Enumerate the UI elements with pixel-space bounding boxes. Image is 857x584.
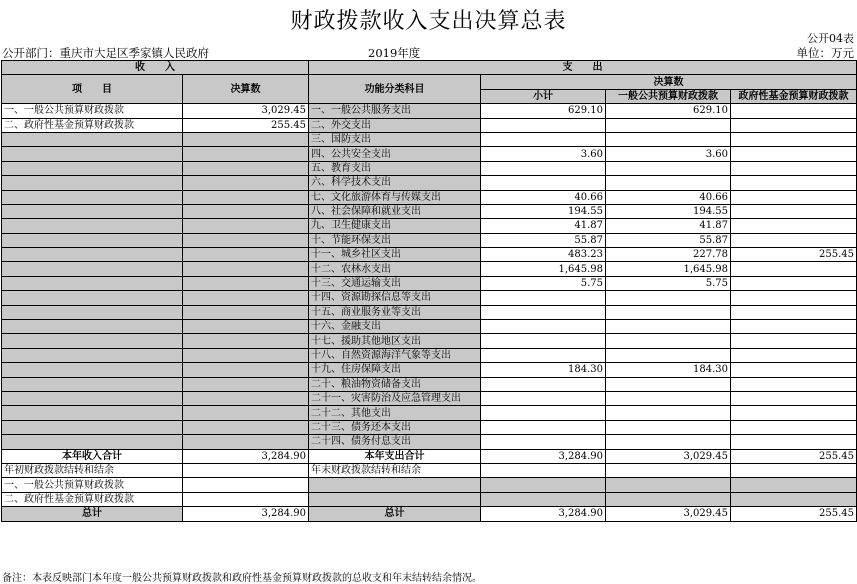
gov-fund-value	[731, 305, 857, 319]
blank-cell	[606, 492, 731, 506]
income-value	[183, 334, 309, 348]
gov-fund-header: 政府性基金预算财政拨款	[731, 89, 857, 103]
gov-fund-value	[731, 334, 857, 348]
subtotal-value	[481, 161, 606, 175]
expense-item: 十二、农林水支出	[309, 262, 481, 276]
general-budget-value	[606, 118, 731, 132]
subtotal-value: 41.87	[481, 219, 606, 233]
subtotal-value	[481, 435, 606, 449]
expense-item: 六、科学技术支出	[309, 176, 481, 190]
income-item	[2, 219, 183, 233]
income-value	[183, 132, 309, 146]
carry-general-row	[2, 478, 857, 492]
carry-begin-label: 年初财政拨款结转和结余	[2, 463, 183, 477]
general-budget-value	[606, 132, 731, 146]
table-row	[2, 190, 857, 204]
income-value	[183, 320, 309, 334]
income-value	[183, 406, 309, 420]
expense-item: 十五、商业服务业等支出	[309, 305, 481, 319]
income-item	[2, 291, 183, 305]
general-budget-value	[606, 377, 731, 391]
income-item	[2, 176, 183, 190]
general-budget-value: 227.78	[606, 248, 731, 262]
grand-total-row	[2, 507, 857, 521]
subtotal-value	[481, 420, 606, 434]
year-expense-gov-fund: 255.45	[731, 449, 857, 463]
income-item	[2, 233, 183, 247]
income-item	[2, 132, 183, 146]
general-budget-header: 一般公共预算财政拨款	[606, 89, 731, 103]
year-expense-total-label: 本年支出合计	[309, 449, 481, 463]
gov-fund-value	[731, 190, 857, 204]
expense-item: 二、外交支出	[309, 118, 481, 132]
expense-item: 十八、自然资源海洋气象等支出	[309, 348, 481, 362]
income-item	[2, 420, 183, 434]
subtotal-value	[481, 406, 606, 420]
table-row	[2, 435, 857, 449]
general-budget-value: 3.60	[606, 147, 731, 161]
expense-item: 一、一般公共服务支出	[309, 104, 481, 118]
subtotal-value	[481, 348, 606, 362]
income-header: 收 入	[2, 61, 309, 75]
table-row	[2, 233, 857, 247]
gov-fund-value	[731, 276, 857, 290]
carry-gov-fund-row	[2, 492, 857, 506]
expense-header: 支 出	[309, 61, 857, 75]
grand-expense-subtotal: 3,284.90	[481, 507, 606, 521]
blank-cell	[731, 492, 857, 506]
income-value	[183, 233, 309, 247]
table-row	[2, 104, 857, 118]
footnote: 备注：本表反映部门本年度一般公共预算财政拨款和政府性基金预算财政拨款的总收支和年末结转结余情况。	[2, 573, 482, 584]
expense-item: 七、文化旅游体育与传媒支出	[309, 190, 481, 204]
subtotal-value	[481, 391, 606, 405]
income-value	[183, 147, 309, 161]
income-value	[183, 291, 309, 305]
gov-fund-value	[731, 420, 857, 434]
carry-begin-row	[2, 463, 857, 477]
gov-fund-value	[731, 147, 857, 161]
gov-fund-value	[731, 363, 857, 377]
carry-end-subtotal	[481, 463, 606, 477]
gov-fund-value	[731, 161, 857, 175]
subtotal-value: 194.55	[481, 204, 606, 218]
budget-header: 决算数	[183, 75, 309, 104]
table-row	[2, 377, 857, 391]
income-value	[183, 377, 309, 391]
income-item	[2, 377, 183, 391]
table-row	[2, 161, 857, 175]
income-item	[2, 161, 183, 175]
general-budget-value	[606, 291, 731, 305]
table-row	[2, 420, 857, 434]
expense-item: 十九、住房保障支出	[309, 363, 481, 377]
expense-item: 十七、援助其他地区支出	[309, 334, 481, 348]
general-budget-value	[606, 334, 731, 348]
general-budget-value	[606, 420, 731, 434]
table-row	[2, 348, 857, 362]
func-class-header: 功能分类科目	[309, 75, 481, 104]
gov-fund-value	[731, 320, 857, 334]
subtotal-value	[481, 320, 606, 334]
expense-item: 九、卫生健康支出	[309, 219, 481, 233]
general-budget-value: 41.87	[606, 219, 731, 233]
income-value	[183, 420, 309, 434]
gov-fund-value	[731, 435, 857, 449]
income-value: 3,029.45	[183, 104, 309, 118]
year-expense-general: 3,029.45	[606, 449, 731, 463]
expense-item: 二十三、债务还本支出	[309, 420, 481, 434]
income-value	[183, 348, 309, 362]
income-value	[183, 305, 309, 319]
general-budget-value: 55.87	[606, 233, 731, 247]
carry-gov-fund-value	[183, 492, 309, 506]
expense-item: 十四、资源勘探信息等支出	[309, 291, 481, 305]
table-row	[2, 248, 857, 262]
income-item	[2, 262, 183, 276]
subtotal-value: 629.10	[481, 104, 606, 118]
table-row	[2, 320, 857, 334]
table-row	[2, 176, 857, 190]
form-number: 公开04表	[807, 32, 854, 45]
income-item	[2, 435, 183, 449]
general-budget-value: 5.75	[606, 276, 731, 290]
income-value	[183, 363, 309, 377]
table-row	[2, 118, 857, 132]
income-item: 一、一般公共预算财政拨款	[2, 104, 183, 118]
gov-fund-value	[731, 291, 857, 305]
grand-income-total-value: 3,284.90	[183, 507, 309, 521]
expense-item: 四、公共安全支出	[309, 147, 481, 161]
subtotal-value	[481, 118, 606, 132]
year-total-row	[2, 449, 857, 463]
year-income-total-label: 本年收入合计	[2, 449, 183, 463]
blank-cell	[309, 478, 481, 492]
subtotal-value: 55.87	[481, 233, 606, 247]
subtotal-header: 小计	[481, 89, 606, 103]
expense-item: 十一、城乡社区支出	[309, 248, 481, 262]
gov-fund-value	[731, 348, 857, 362]
grand-expense-total-label: 总计	[309, 507, 481, 521]
table-row	[2, 305, 857, 319]
expense-item: 十、节能环保支出	[309, 233, 481, 247]
unit-label: 单位：万元	[796, 46, 854, 60]
income-value	[183, 435, 309, 449]
gov-fund-value	[731, 233, 857, 247]
subtotal-value: 3.60	[481, 147, 606, 161]
carry-end-gov-fund	[731, 463, 857, 477]
income-value	[183, 276, 309, 290]
income-value	[183, 190, 309, 204]
general-budget-value: 40.66	[606, 190, 731, 204]
gov-fund-value	[731, 118, 857, 132]
income-item	[2, 147, 183, 161]
income-item	[2, 248, 183, 262]
subtotal-value	[481, 305, 606, 319]
gov-fund-value	[731, 219, 857, 233]
general-budget-value: 1,645.98	[606, 262, 731, 276]
carry-end-label: 年末财政拨款结转和结余	[309, 463, 481, 477]
expense-item: 十三、交通运输支出	[309, 276, 481, 290]
expense-item: 三、国防支出	[309, 132, 481, 146]
subtotal-value	[481, 132, 606, 146]
blank-cell	[731, 478, 857, 492]
income-value	[183, 262, 309, 276]
general-budget-value: 184.30	[606, 363, 731, 377]
expense-item: 八、社会保障和就业支出	[309, 204, 481, 218]
blank-cell	[606, 478, 731, 492]
income-item	[2, 204, 183, 218]
carry-general-label: 一、一般公共预算财政拨款	[2, 478, 183, 492]
subtotal-value	[481, 176, 606, 190]
general-budget-value	[606, 348, 731, 362]
blank-cell	[481, 492, 606, 506]
income-item	[2, 348, 183, 362]
expense-item: 二十、粮油物资储备支出	[309, 377, 481, 391]
general-budget-value	[606, 161, 731, 175]
income-item	[2, 305, 183, 319]
general-budget-value	[606, 320, 731, 334]
carry-general-value	[183, 478, 309, 492]
income-item	[2, 320, 183, 334]
income-value: 255.45	[183, 118, 309, 132]
subtotal-value: 483.23	[481, 248, 606, 262]
general-budget-value	[606, 435, 731, 449]
gov-fund-value	[731, 262, 857, 276]
gov-fund-value	[731, 132, 857, 146]
expense-item: 二十一、灾害防治及应急管理支出	[309, 391, 481, 405]
year-label: 2019年度	[368, 46, 421, 60]
department-label: 公开部门：重庆市大足区季家镇人民政府	[2, 46, 209, 60]
income-value	[183, 248, 309, 262]
table-row	[2, 291, 857, 305]
subtotal-value: 184.30	[481, 363, 606, 377]
income-item	[2, 334, 183, 348]
header-row-2	[2, 75, 857, 89]
general-budget-value: 194.55	[606, 204, 731, 218]
income-item	[2, 406, 183, 420]
table-row	[2, 363, 857, 377]
budget2-header: 决算数	[481, 75, 857, 89]
expense-item: 二十二、其他支出	[309, 406, 481, 420]
carry-end-general	[606, 463, 731, 477]
subtotal-value: 40.66	[481, 190, 606, 204]
table-row	[2, 334, 857, 348]
income-value	[183, 219, 309, 233]
table-row	[2, 406, 857, 420]
general-budget-value	[606, 391, 731, 405]
table-row	[2, 219, 857, 233]
year-income-total-value: 3,284.90	[183, 449, 309, 463]
gov-fund-value: 255.45	[731, 248, 857, 262]
subtotal-value	[481, 291, 606, 305]
income-value	[183, 176, 309, 190]
carry-gov-fund-label: 二、政府性基金预算财政拨款	[2, 492, 183, 506]
table-row	[2, 147, 857, 161]
expense-item: 二十四、债务付息支出	[309, 435, 481, 449]
income-item	[2, 391, 183, 405]
general-budget-value: 629.10	[606, 104, 731, 118]
blank-cell	[309, 492, 481, 506]
income-item: 二、政府性基金预算财政拨款	[2, 118, 183, 132]
general-budget-value	[606, 406, 731, 420]
grand-income-total-label: 总计	[2, 507, 183, 521]
gov-fund-value	[731, 204, 857, 218]
blank-cell	[481, 478, 606, 492]
expense-item: 五、教育支出	[309, 161, 481, 175]
subtotal-value: 5.75	[481, 276, 606, 290]
grand-expense-gov-fund: 255.45	[731, 507, 857, 521]
table-row	[2, 276, 857, 290]
general-budget-value	[606, 305, 731, 319]
expense-item: 十六、金融支出	[309, 320, 481, 334]
gov-fund-value	[731, 391, 857, 405]
item-header: 项 目	[2, 75, 183, 104]
subtotal-value	[481, 334, 606, 348]
report-title: 财政拨款收入支出决算总表	[290, 9, 567, 34]
income-item	[2, 363, 183, 377]
year-expense-subtotal: 3,284.90	[481, 449, 606, 463]
table-row	[2, 391, 857, 405]
general-budget-value	[606, 176, 731, 190]
gov-fund-value	[731, 176, 857, 190]
income-item	[2, 190, 183, 204]
table-row	[2, 262, 857, 276]
income-value	[183, 391, 309, 405]
gov-fund-value	[731, 377, 857, 391]
header-row-1	[2, 61, 857, 75]
subtotal-value	[481, 377, 606, 391]
income-value	[183, 204, 309, 218]
carry-begin-value	[183, 463, 309, 477]
income-item	[2, 276, 183, 290]
budget-table	[1, 60, 857, 522]
income-value	[183, 161, 309, 175]
grand-expense-general: 3,029.45	[606, 507, 731, 521]
gov-fund-value	[731, 104, 857, 118]
subtotal-value: 1,645.98	[481, 262, 606, 276]
gov-fund-value	[731, 406, 857, 420]
table-row	[2, 132, 857, 146]
table-row	[2, 204, 857, 218]
